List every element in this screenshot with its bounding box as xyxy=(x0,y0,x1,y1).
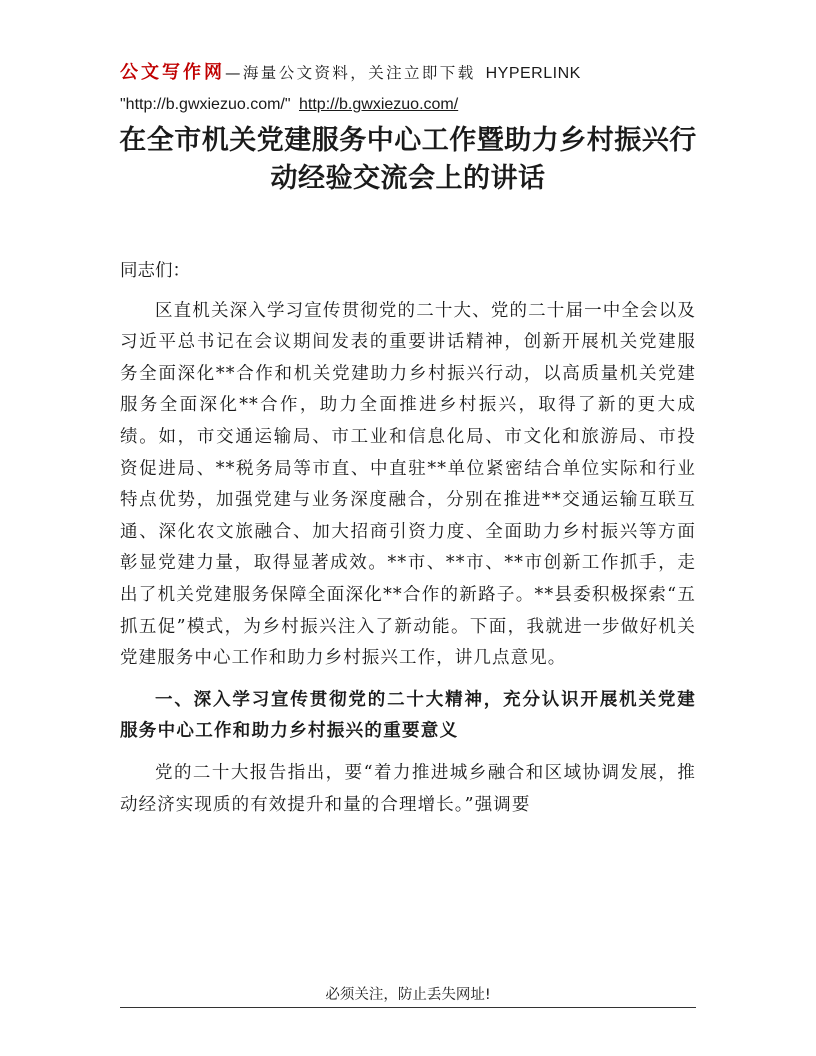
section-heading: 一、深入学习宣传贯彻党的二十大精神，充分认识开展机关党建服务中心工作和助力乡村振兴的重要意义 xyxy=(120,689,696,742)
header-url-line xyxy=(120,96,458,114)
hyperlink-field-url: "http://b.gwxiezuo.com/" xyxy=(120,96,291,113)
document-title: 在全市机关党建服务中心工作暨助力乡村振兴行动经验交流会上的讲话 xyxy=(119,125,697,194)
document-body xyxy=(120,256,696,821)
paragraph: 党的二十大报告指出，要“着力推进城乡融合和区域协调发展，推动经济实现质的有效提升和量的合理增长。”强调要 xyxy=(120,762,696,815)
site-tagline: —海量公文资料，关注立即下载 xyxy=(225,64,476,82)
paragraph: 区直机关深入学习宣传贯彻党的二十大、党的二十届一中全会以及习近平总书记在会议期间发表的重要讲话精神，创新开展机关党建服务全面深化**合作和机关党建助力乡村振兴行动，以高质量机关党建服务全面深化**合作，助力全面推进乡村振兴，取得了新的更大成绩。如，市交通运输局、市工业和信息化局、市文化和旅游局、市投资促进局、**税务局等市直、中直驻**单位紧密结合单位实际和行业特点优势，加强党建与业务深度融合，分别在推进**交通运输互联互通、深化农文旅融合、加大招商引资力度、全面助力乡村振兴等方面彰显党建力量，取得显著成效。**市、**市、**市创新工作抓手，走出了机关党建服务保障全面深化**合作的新路子。**县委积极探索“五抓五促”模式，为乡村振兴注入了新动能。下面，我就进一步做好机关党建服务中心工作和助力乡村振兴工作，讲几点意见。 xyxy=(120,300,696,669)
salutation: 同志们： xyxy=(120,261,190,281)
footer-notice: 必须关注，防止丢失网址! xyxy=(325,987,491,1003)
footer-divider xyxy=(120,1007,696,1008)
hyperlink-field-code: HYPERLINK xyxy=(485,65,581,82)
header-banner xyxy=(120,58,696,86)
site-url-link[interactable]: http://b.gwxiezuo.com/ xyxy=(299,96,459,113)
site-brand[interactable]: 公文写作网 xyxy=(120,62,225,83)
